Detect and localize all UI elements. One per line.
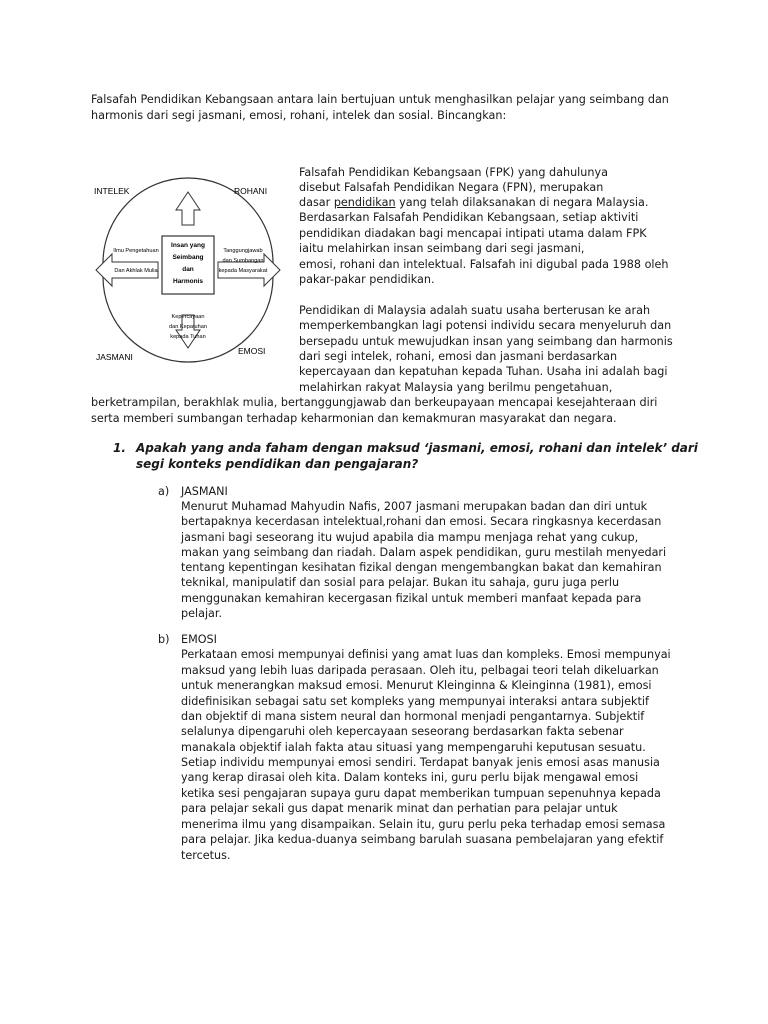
right-text-1: Tanggungjawab — [223, 248, 263, 254]
b-line: para pelajar. Jika kedua-duanya seimbang barulah suasana pembelajaran yang efektif — [181, 833, 664, 846]
b-line: manakala objektif ialah fakta atau situasi yang mempengaruhi keputusan sesuatu. — [181, 741, 646, 754]
intro-text: , — [580, 242, 585, 255]
a-heading: JASMANI — [181, 485, 228, 498]
jasmani-link[interactable]: jasmani — [537, 242, 581, 255]
question-line-1: Falsafah Pendidikan Kebangsaan antara lain bertujuan untuk menghasilkan pelajar yang seimbang dan — [91, 93, 669, 106]
bottom-text-3: kepada Tuhan — [170, 334, 206, 340]
center-line-1: Insan yang — [171, 242, 205, 249]
intro-text: . — [644, 196, 649, 209]
para2-line-1: Pendidikan di Malaysia adalah suatu usaha berterusan ke arah — [299, 304, 651, 317]
b-line: maksud yang lebih luas daripada perasaan. Oleh itu, pelbagai teori telah dikeluarkan — [181, 664, 659, 677]
rohani-link[interactable]: rohani — [339, 258, 376, 271]
bottom-text-1: Kepercayaan — [171, 314, 205, 320]
para2-line-3: bersepadu untuk mewujudkan insan yang seimbang dan harmonis — [299, 335, 673, 348]
malaysia-link[interactable]: Malaysia — [595, 196, 645, 209]
a-line: makan yang seimbang dan riadah. Dalam aspek pendidikan, guru mestilah menyedari — [181, 546, 667, 559]
intro-text: dasar — [299, 196, 334, 209]
b-line: tercetus. — [181, 849, 231, 862]
a-line: Menurut Muhamad Mahyudin Nafis, 2007 jasmani merupakan badan dan diri untuk — [181, 500, 648, 513]
intelektual-link[interactable]: intelektual — [403, 258, 463, 271]
label-intelek: INTELEK — [94, 186, 130, 196]
a-line: jasmani bagi seseorang itu wujud apabila dia mampu menjaga rehat yang cukup, — [181, 531, 639, 544]
intro-line-3 — [299, 195, 648, 210]
arrow-up — [176, 192, 200, 225]
a-line: menggunakan kemahiran kecergasan fizikal untuk memberi manfaat kepada para — [181, 592, 642, 605]
center-line-2: Seimbang — [172, 254, 204, 261]
intro-line-2: disebut Falsafah Pendidikan Negara (FPN), merupakan — [299, 181, 604, 194]
question-line-2: harmonis dari segi jasmani, emosi, rohani, intelek dan sosial. Bincangkan: — [91, 109, 507, 122]
a-line: tentang kepentingan kesihatan fizikal dengan mengembangkan bakat dan kemahiran — [181, 561, 662, 574]
center-line-3: dan — [182, 266, 194, 273]
intro-text: yang telah dilaksanakan di negara — [395, 196, 596, 209]
para2-line-5: kepercayaan dan kepatuhan kepada Tuhan. Usaha ini adalah bagi — [299, 365, 668, 378]
center-line-4: Harmonis — [173, 278, 203, 285]
right-text-3: kepada Masyarakat — [218, 268, 268, 274]
intro-line-6 — [299, 241, 584, 256]
b-line: ketika sesi pengajaran supaya guru dapat memberikan tumpuan sepenuhnya kepada — [181, 787, 661, 800]
para2-line-2: memperkembangkan lagi potensi individu secara menyeluruh dan — [299, 319, 672, 332]
b-line: para pelajar sekali gus dapat menarik minat dan perhatian para pelajar untuk — [181, 802, 618, 815]
intro-line-1: Falsafah Pendidikan Kebangsaan (FPK) yang dahulunya — [299, 166, 608, 179]
b-line: Setiap individu mempunyai emosi sendiri. Terdapat banyak jenis emosi asas manusia — [181, 756, 660, 769]
left-text-1: Ilmu Pengetahuan — [113, 248, 159, 254]
pendidikan-link[interactable]: pendidikan — [333, 196, 396, 209]
right-text-2: dan Sumbangan — [222, 258, 264, 264]
b-line: yang kerap dirasai oleh kita. Dalam konteks ini, guru perlu bijak mengawal emosi — [181, 771, 639, 784]
intro-line-8: pakar-pakar pendidikan. — [299, 273, 435, 286]
a-marker: a) — [158, 485, 170, 498]
intro-text: iaitu melahirkan insan seimbang dari segi — [299, 242, 538, 255]
intro-text: emosi, — [299, 258, 340, 271]
fpk-diagram — [88, 170, 288, 370]
q1-number: 1. — [113, 441, 126, 455]
b-marker: b) — [158, 633, 170, 646]
b-line: selalunya dipengaruhi oleh kepercayaan seseorang berdasarkan fakta sebenar — [181, 725, 624, 738]
para2-line-8: serta memberi sumbangan terhadap keharmonian dan kemakmuran masyarakat dan negara. — [91, 412, 617, 425]
b-line: didefinisikan sebagai satu set kompleks yang mempunyai interaksi antara subjektif — [181, 695, 649, 708]
para2-line-6: melahirkan rakyat Malaysia yang berilmu pengetahuan, — [299, 381, 613, 394]
para2-line-4: dari segi intelek, rohani, emosi dan jasmani berdasarkan — [299, 350, 618, 363]
b-heading: EMOSI — [181, 633, 217, 646]
a-line: teknikal, manipulatif dan sosial para pelajar. Bukan itu sahaja, guru juga perlu — [181, 576, 620, 589]
q1-line-1: Apakah yang anda faham dengan maksud ‘jasmani, emosi, rohani dan intelek’ dari — [136, 441, 698, 455]
a-line: bertapaknya kecerdasan intelektual,rohani dan emosi. Secara ringkasnya kecerdasan — [181, 515, 662, 528]
a-line: pelajar. — [181, 607, 223, 620]
para2-line-7: berketrampilan, berakhlak mulia, bertanggungjawab dan berkeupayaan mencapai kesejahteraan diri — [91, 396, 658, 409]
intro-line-4: Berdasarkan Falsafah Pendidikan Kebangsaan, setiap aktiviti — [299, 211, 639, 224]
q1-line-2: segi konteks pendidikan dan pengajaran? — [136, 457, 419, 471]
intro-text: dan — [375, 258, 404, 271]
left-text-2: Dan Akhlak Mulia — [114, 268, 158, 274]
intro-line-5: pendidikan diadakan bagi mencapai intipati utama dalam FPK — [299, 227, 647, 240]
b-line: untuk menerangkan maksud emosi. Menurut Kleinginna & Kleinginna (1981), emosi — [181, 679, 652, 692]
b-line: dan objektif di mana sistem neural dan hormonal menjadi pengantarnya. Subjektif — [181, 710, 645, 723]
intro-line-7 — [299, 257, 669, 272]
intro-text: . Falsafah ini digubal pada 1988 oleh — [462, 258, 669, 271]
bottom-text-2: dan Kepatuhan — [169, 324, 207, 330]
label-rohani: ROHANI — [234, 186, 268, 196]
label-emosi: EMOSI — [238, 346, 266, 356]
label-jasmani: JASMANI — [96, 352, 133, 362]
b-line: Perkataan emosi mempunyai definisi yang amat luas dan kompleks. Emosi mempunyai — [181, 648, 671, 661]
b-line: menerima ilmu yang disampaikan. Selain itu, guru perlu peka terhadap emosi semasa — [181, 818, 666, 831]
